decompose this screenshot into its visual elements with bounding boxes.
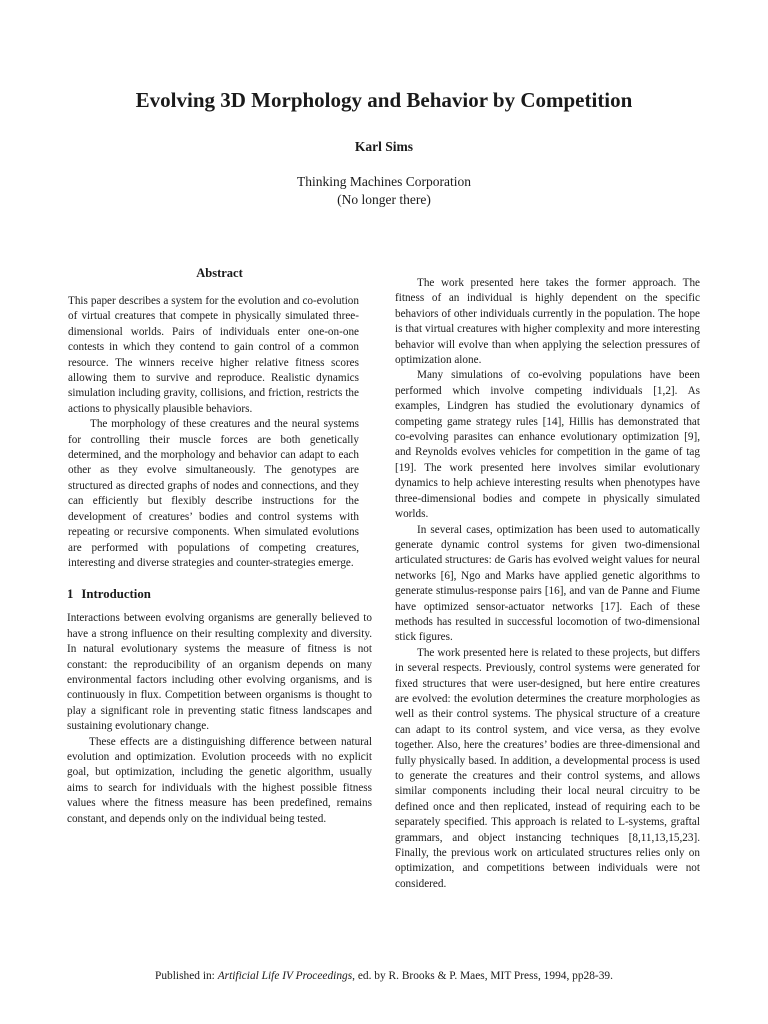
body-paragraph: Interactions between evolving organisms are generally believed to have a strong influence on their resulting complexity and diversity. In natural evolutionary systems the measure of fitness is not constant: the reproducibility of an organism depends on many environmental factors including other evolving organisms, and is continuously in flux. Competition between organisms is thought to play a significant role in preventing static fitness landscapes and sustaining evolutionary change. — [67, 612, 372, 733]
footer-prefix: Published in: — [155, 970, 218, 982]
section-number: 1 — [67, 587, 74, 602]
affiliation-note: (No longer there) — [337, 191, 431, 207]
body-paragraph: The work presented here is related to these projects, but differs in several respects. Previously, control systems were generated for fixed structures that were user-designed, but here entire creatures are evolved: the evolution determines the creature morphologies as well as their control systems. The physical structure of a creature can adapt to its control system, and vice versa, as they evolve together. Also, here the creatures’ bodies are three-dimensional and fully physically based. In addition, a developmental process is used to generate the creatures and their control systems, and allows similar components including their local neural circuitry to be defined once and then replicated, instead of requiring each to be separately specified. This approach is related to L-systems, graftal grammars, and object instancing techniques [8,11,13,15,23]. Finally, the previous work on articulated structures relies only on optimization, and competitions between individuals were not considered. — [395, 646, 700, 890]
abstract-paragraph: The morphology of these creatures and the neural systems for controlling their muscle forces are both genetically determined, and the morphology and behavior can adapt to each other as they evolve simultaneously. The genotypes are structured as directed graphs of nodes and connections, and they can efficiently but flexibly describe instructions for the development of creatures’ bodies and control systems with repeating or recursive components. When simulated evolutions are performed with populations of competing creatures, interesting and diverse strategies and counter-strategies emerge. — [68, 418, 359, 569]
section-heading-introduction — [67, 585, 372, 603]
body-paragraph: In several cases, optimization has been used to automatically generate dynamic control systems for given two-dimensional articulated structures: de Garis has evolved weight values for neural networks [6], Ngo and Marks have applied genetic algorithms to generate stimulus-response pairs [16], and van de Panne and Fiume have optimized sensor-actuator networks [17]. Each of these methods has resulted in successful locomotion of two-dimensional stick figures. — [395, 523, 700, 644]
section-title: Introduction — [81, 587, 151, 602]
body-paragraph: These effects are a distinguishing difference between natural evolution and optimization. Evolution proceeds with no explicit goal, but optimization, including the genetic algorithm, usually aims to search for individuals with the highest possible fitness values where the fitness measure has been predefined, remains constant, and depends only on the individual being tested. — [67, 735, 372, 825]
left-column — [67, 264, 372, 827]
abstract-heading: Abstract — [196, 266, 243, 280]
affiliation-organization: Thinking Machines Corporation — [297, 174, 471, 189]
abstract-body — [67, 294, 372, 571]
body-paragraph: The work presented here takes the former approach. The fitness of an individual is highly dependent on the specific behaviors of other individuals currently in the population. The hope is that virtual creatures with higher complexity and more interesting behavior will evolve than when applying the selection pressures of optimization alone. — [395, 277, 700, 367]
paper-title: Evolving 3D Morphology and Behavior by Competition — [135, 88, 633, 112]
publication-footer — [0, 970, 768, 982]
footer-suffix: , ed. by R. Brooks & P. Maes, MIT Press, 1994, pp28-39. — [352, 970, 613, 982]
body-paragraph: Many simulations of co-evolving populations have been performed which involve competing individuals [1,2]. As examples, Lindgren has studied the evolutionary dynamics of competing game strategy rules [14], Hillis has demonstrated that co-evolving parasites can enhance evolutionary optimization [9], and Reynolds evolves vehicles for competition in the game of tag [19]. The work presented here involves similar evolutionary dynamics to help achieve interesting results when phenotypes have three-dimensional bodies and compete in physically simulated worlds. — [395, 369, 700, 521]
author-name: Karl Sims — [354, 139, 414, 154]
abstract-paragraph: This paper describes a system for the evolution and co-evolution of virtual creatures that compete in physically simulated three-dimensional worlds. Pairs of individuals enter one-on-one contests in which they contend to gain control of a common resource. The winners receive higher relative fitness scores allowing them to survive and reproduce. Realistic dynamics simulation including gravity, collisions, and friction, restricts the actions to physically plausible behaviors. — [68, 295, 359, 415]
affiliation — [0, 173, 768, 208]
right-column — [395, 276, 700, 892]
footer-venue: Artificial Life IV Proceedings — [217, 970, 353, 982]
